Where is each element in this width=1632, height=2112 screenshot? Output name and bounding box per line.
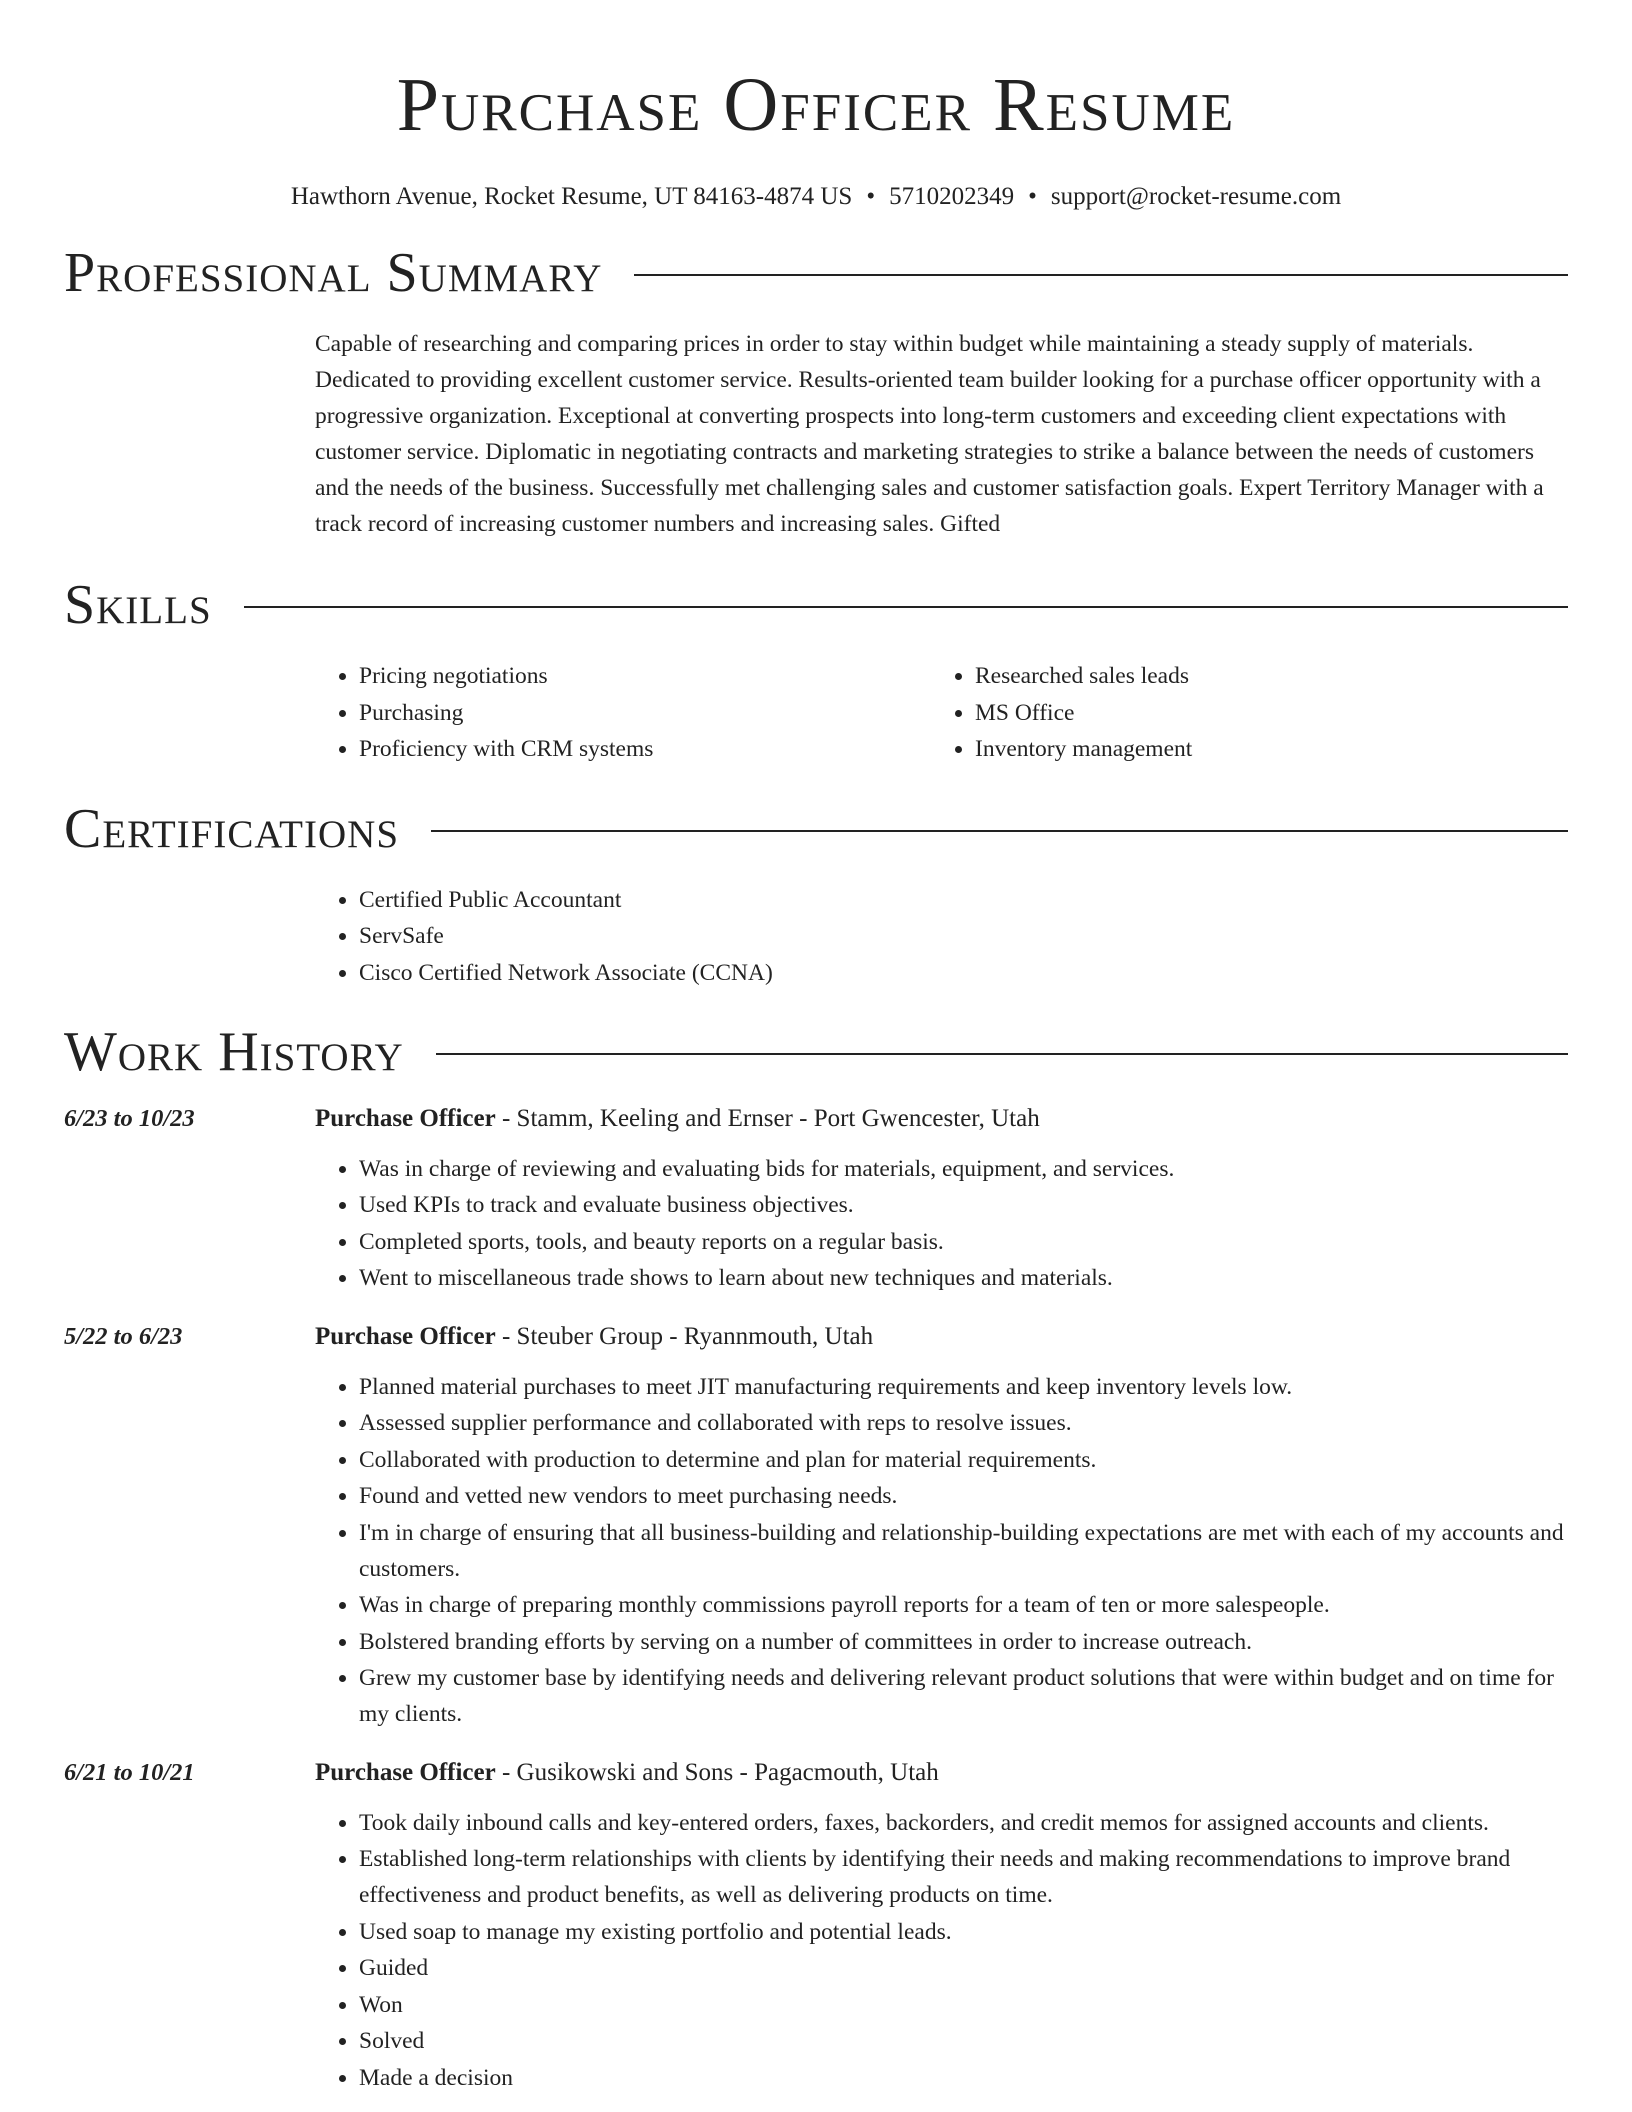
job-details <box>315 1101 1568 1297</box>
contact-address: Hawthorn Avenue, Rocket Resume, UT 84163-4874 US <box>290 183 853 210</box>
job-employer: - Steuber Group - Ryannmouth, Utah <box>495 1322 874 1350</box>
job-title-line <box>315 1755 1568 1791</box>
job-bullets <box>315 1151 1568 1297</box>
job-bullets <box>315 1805 1568 2096</box>
skills-heading: Skills <box>64 574 212 636</box>
section-divider <box>431 830 1568 832</box>
job-entry <box>64 1319 1568 1733</box>
certification-item: • Certified Public Accountant <box>359 882 1568 918</box>
job-dates: 5/22 to 6/23 <box>64 1322 183 1350</box>
job-bullet: • Took daily inbound calls and key-entered orders, faxes, backorders, and credit memos for assigned accounts and clients. <box>359 1805 1568 1841</box>
job-dates: 6/23 to 10/23 <box>64 1104 195 1132</box>
job-bullet: • Used KPIs to track and evaluate business objectives. <box>359 1187 1568 1223</box>
job-bullet: • Was in charge of preparing monthly commissions payroll reports for a team of ten or more salespeople. <box>359 1587 1568 1623</box>
job-employer: - Gusikowski and Sons - Pagacmouth, Utah <box>495 1758 939 1786</box>
resume-page <box>64 0 1568 2096</box>
job-title-line <box>315 1101 1568 1137</box>
job-bullet: • Solved <box>359 2023 1568 2059</box>
summary-text: Capable of researching and comparing prices in order to stay within budget while maintaining a steady supply of materials. Dedicated to providing excellent customer service. Results-oriented team builder looking for a purchase officer opportunity with a progressive organization. Exceptional at converting prospects into long-term customers and exceeding client expectations with customer service. Diplomatic in negotiating contracts and marketing strategies to strike a balance between the needs of customers and the needs of the business. Successfully met challenging sales and customer satisfaction goals. Expert Territory Manager with a track record of increasing customer numbers and increasing sales. Gifted <box>315 331 1544 537</box>
job-bullet: • Went to miscellaneous trade shows to learn about new techniques and materials. <box>359 1260 1568 1296</box>
job-title-line <box>315 1319 1568 1355</box>
job-bullet: • Won <box>359 1987 1568 2023</box>
job-role: Purchase Officer <box>315 1758 496 1786</box>
job-bullet: • Assessed supplier performance and collaborated with reps to resolve issues. <box>359 1405 1568 1441</box>
job-entry <box>64 1101 1568 1297</box>
job-details <box>315 1319 1568 1733</box>
job-bullet: • Grew my customer base by identifying needs and delivering relevant product solutions that were within budget and on time for my clients. <box>359 1660 1568 1732</box>
summary-heading: Professional Summary <box>64 242 603 304</box>
job-bullet: • Established long-term relationships with clients by identifying their needs and making recommendations to improve brand effectiveness and product benefits, as well as delivering products on time. <box>359 1841 1568 1913</box>
job-bullet: • Collaborated with production to determine and plan for material requirements. <box>359 1442 1568 1478</box>
skills-grid <box>315 658 1568 768</box>
certifications-list <box>315 882 1568 991</box>
job-dates: 6/21 to 10/21 <box>64 1758 195 1786</box>
contact-phone: 5710202349 <box>889 183 1015 210</box>
summary-section-header <box>64 240 1568 306</box>
job-bullet: • Guided <box>359 1950 1568 1986</box>
job-employer: - Stamm, Keeling and Ernser - Port Gwencester, Utah <box>495 1104 1040 1132</box>
job-role: Purchase Officer <box>315 1322 496 1350</box>
certifications-section-header <box>64 796 1568 862</box>
contact-line <box>64 182 1568 212</box>
job-role: Purchase Officer <box>315 1104 496 1132</box>
certifications-section <box>315 882 1568 991</box>
skill-item: • MS Office <box>975 695 1547 731</box>
job-bullet: • Planned material purchases to meet JIT manufacturing requirements and keep inventory levels low. <box>359 1369 1568 1405</box>
job-bullet: • Found and vetted new vendors to meet purchasing needs. <box>359 1478 1568 1514</box>
job-bullet: • Bolstered branding efforts by serving on a number of committees in order to increase outreach. <box>359 1624 1568 1660</box>
certifications-heading: Certifications <box>64 797 400 860</box>
certification-item: • Cisco Certified Network Associate (CCNA) <box>359 955 1568 991</box>
job-bullet: • Was in charge of reviewing and evaluating bids for materials, equipment, and services. <box>359 1151 1568 1187</box>
job-bullet: • I'm in charge of ensuring that all business-building and relationship-building expectations are met with each of my accounts and customers. <box>359 1515 1568 1587</box>
skills-section <box>315 658 1568 768</box>
skills-list-left <box>315 658 931 768</box>
summary-section <box>315 326 1568 542</box>
job-details <box>315 1755 1568 2097</box>
job-bullet: • Made a decision <box>359 2060 1568 2096</box>
skills-list-right <box>931 658 1547 768</box>
skills-section-header <box>64 572 1568 638</box>
skill-item: • Inventory management <box>975 731 1547 767</box>
section-divider <box>244 606 1568 608</box>
job-entry <box>64 1755 1568 2097</box>
skill-item: • Purchasing <box>359 695 931 731</box>
job-bullet: • Used soap to manage my existing portfolio and potential leads. <box>359 1914 1568 1950</box>
work-history-heading: Work History <box>64 1020 404 1083</box>
skill-item: • Researched sales leads <box>975 658 1547 694</box>
contact-separator: • <box>866 183 876 210</box>
section-divider <box>436 1053 1568 1055</box>
certification-item: • ServSafe <box>359 918 1568 954</box>
skill-item: • Proficiency with CRM systems <box>359 731 931 767</box>
skill-item: • Pricing negotiations <box>359 658 931 694</box>
section-divider <box>634 274 1568 276</box>
contact-separator: • <box>1028 183 1037 210</box>
job-bullets <box>315 1369 1568 1733</box>
job-bullet: • Completed sports, tools, and beauty reports on a regular basis. <box>359 1224 1568 1260</box>
contact-email: support@rocket-resume.com <box>1050 183 1342 210</box>
page-title: Purchase Officer Resume <box>396 63 1236 147</box>
work-history-section-header <box>64 1019 1568 1085</box>
